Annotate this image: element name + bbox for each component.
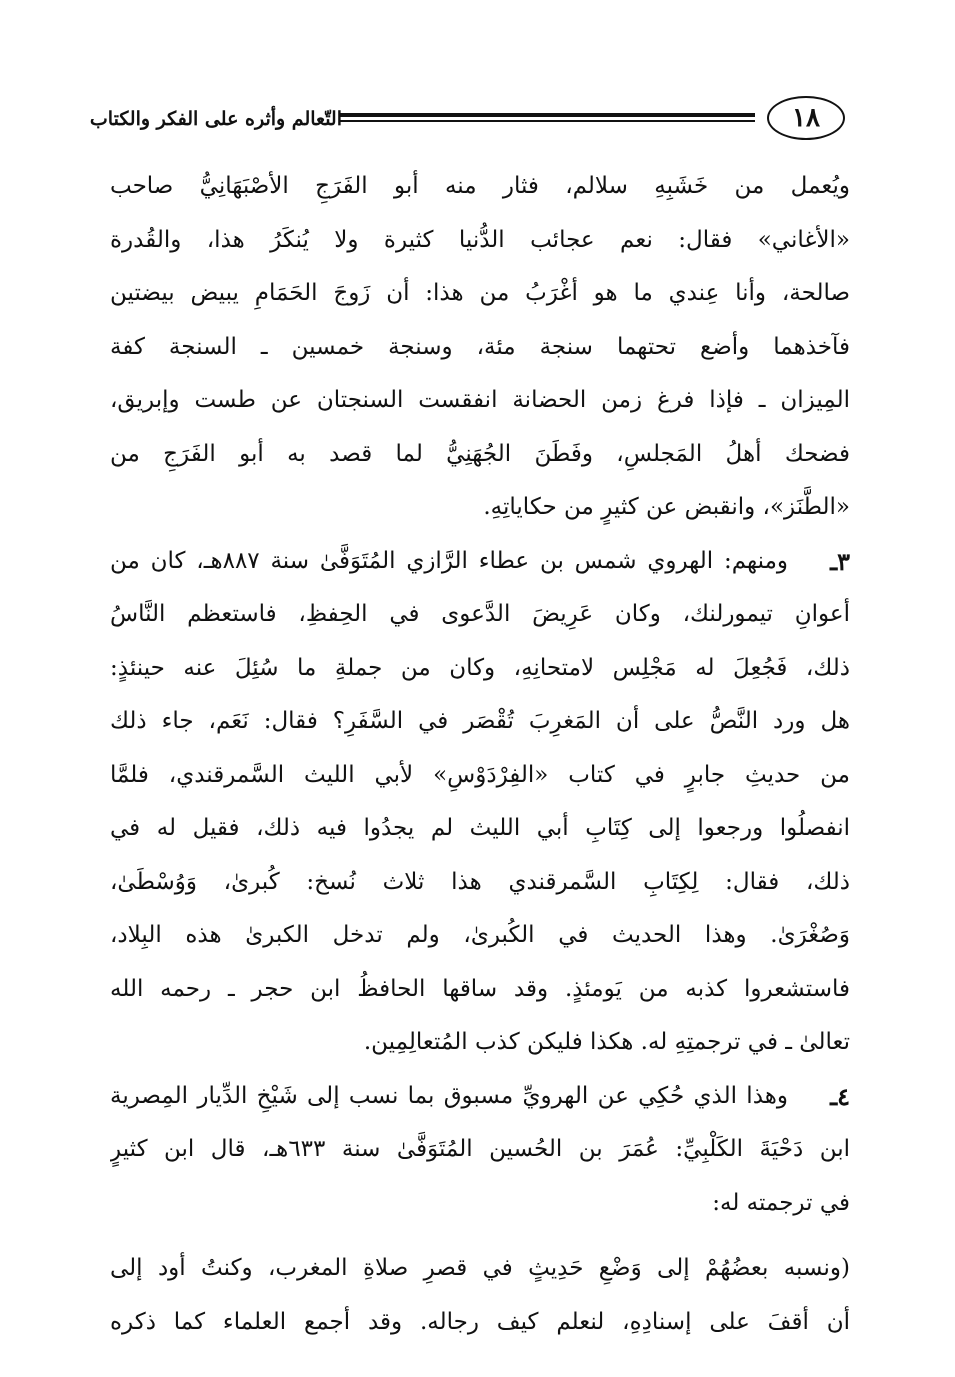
text-line: أعوانِ تيمورلنك، وكان عَرِيضَ الدَّعوى في الحِفظِ، فاستعظم النَّاسُ bbox=[110, 601, 850, 627]
text-line: وَصُغْرَىٰ. وهذا الحديث في الكُبرىٰ، ولم تدخل الكبرىٰ هذه البِلاد، bbox=[110, 922, 850, 948]
quotation bbox=[110, 1242, 850, 1349]
running-title: التّعالم وأثره على الفكر والكتاب bbox=[89, 108, 342, 130]
header-rule-thick bbox=[340, 113, 755, 117]
text-line: تعالىٰ ـ في ترجمتِهِ له. هكذا فليكن كذب المُتعالِمِين. bbox=[363, 1029, 850, 1055]
text-line: ويُعمل من خَشَبِهِ سلالم، فثار منه أبو الفَرَجِ الأصْبَهَانِيُّ صاحب bbox=[110, 173, 850, 199]
text-line: «الطَّنَز»، وانقبض عن كثيرٍ من حكاياتِهِ. bbox=[483, 494, 850, 520]
text-line: فاستشعروا كذبه من يَومئذٍ. وقد ساقها الحافظُ ابن حجر ـ رحمه الله bbox=[110, 975, 850, 1002]
list-item-3 bbox=[110, 535, 850, 1070]
text-line: أن أقفَ على إسنادِهِ، لنعلم كيف رجاله. وقد أجمع العلماء كما ذكره bbox=[110, 1308, 850, 1335]
text-line: (ونسبه بعضُهُمْ إلى وَضْعِ حَدِيثٍ في قصرِ صلاةِ المغرب، وكنتُ أود إلى bbox=[110, 1255, 850, 1281]
text-line: ذلك، فقال: لِكِتَابِ السَّمرقندي هذا ثلاث نُسخ: كُبرىٰ، وَوُسْطَىٰ، bbox=[110, 868, 850, 895]
paragraph-continued bbox=[110, 160, 850, 535]
text-line: «الأغاني» فقال: نعم عجائب الدُّنيا كثيرة ولا يُنكَرُ هذا، والقُدرة bbox=[110, 226, 850, 253]
list-marker: ٣ـ bbox=[830, 546, 850, 576]
text-line: ذلك، فَجُعِلَ له مَجْلِس لامتحانِهِ، وكان من جملةِ ما سُئِلَ عنه حينئذٍ: bbox=[110, 654, 850, 681]
text-line: فآخذهما وأضع تحتهما سنجة مئة، وسنجة خمسين ـ السنجة كفة bbox=[110, 333, 850, 360]
spacer bbox=[110, 1230, 850, 1242]
page-body bbox=[110, 160, 850, 1349]
list-item-4 bbox=[110, 1070, 850, 1231]
header-rule-thin bbox=[340, 120, 755, 122]
text-line: فضحك أهلُ المَجلسِ، وفَطَنَ الجُهَنِيُّ لما قصد به أبو الفَرَجِ من bbox=[110, 440, 850, 467]
text-line: انفصلُوا ورجعوا إلى كِتَابِ أبي الليث لم يجدُوا فيه ذلك، فقيل له في bbox=[110, 815, 850, 841]
header-rule bbox=[340, 113, 755, 125]
page-header bbox=[89, 96, 845, 144]
list-marker: ٤ـ bbox=[830, 1081, 850, 1111]
text-line: المِيزان ـ فإذا فرغ زمن الحضانة انفقست السنجتان عن طست وإبريق، bbox=[110, 387, 850, 413]
text-line: وهذا الذي حُكِي عن الهرويِّ مسبوق بما نسب إلى شَيْخِ الدِّيار المِصرية bbox=[110, 1082, 788, 1109]
text-line: ابن دَحْيَةَ الكَلْبِيِّ: عُمَرَ بن الحُسين المُتَوَفَّىٰ سنة ٦٣٣هـ، قال ابن كثيرٍ bbox=[110, 1136, 850, 1162]
text-line: من حديثِ جابرٍ في كتاب «الفِرْدَوْسِ» لأبي الليث السَّمرقندي، فلمَّا bbox=[110, 761, 850, 788]
text-line: صالحة، وأنا عِندي ما هو أغْرَبُ من هذا: أن زَوجَ الحَمَامِ يبيض بيضتين bbox=[110, 280, 850, 306]
text-line: في ترجمته له: bbox=[712, 1189, 850, 1216]
page-number: ١٨ bbox=[767, 96, 845, 140]
text-line: هل ورد النَّصُّ على أن المَغرِبَ تُقْصَر في السَّفَرِ؟ فقال: نَعَم، جاء ذلك bbox=[110, 708, 850, 734]
text-line: ومنهم: الهروي شمس بن عطاء الرَّازي المُتَوَفَّىٰ سنة ٨٨٧هـ، كان من bbox=[110, 547, 788, 574]
